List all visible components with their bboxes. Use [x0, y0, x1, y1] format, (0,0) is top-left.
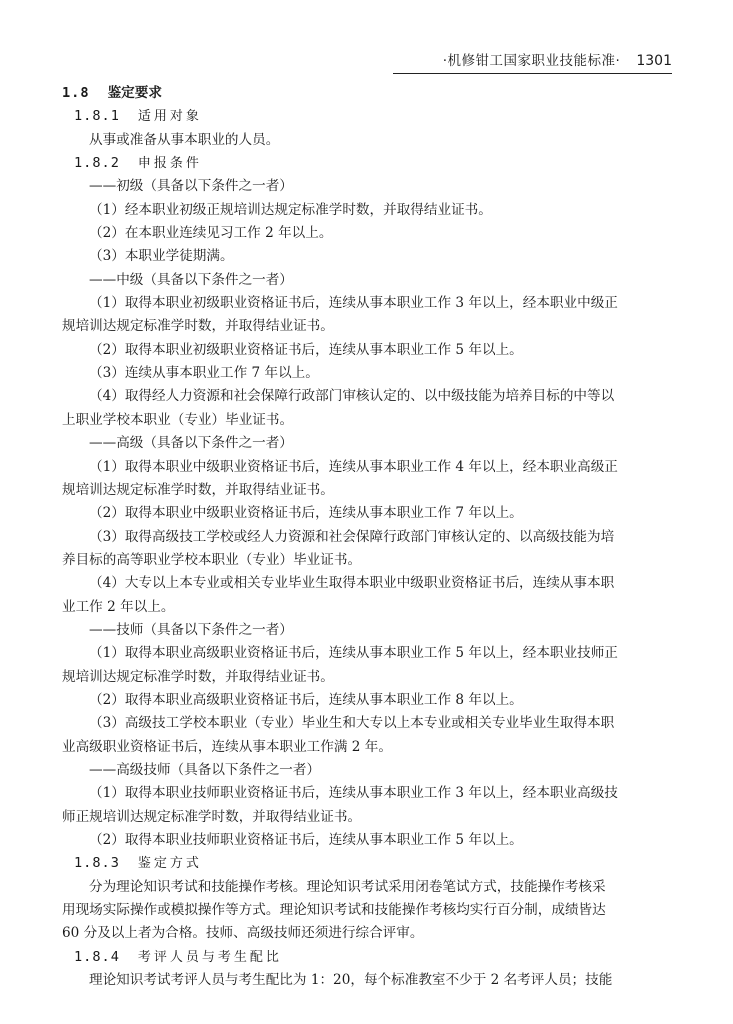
subsection-number: 1.8.1: [74, 108, 120, 125]
list-item: （4）大专以上本专业或相关专业毕业生取得本职业中级职业资格证书后，连续从事本职: [89, 575, 615, 592]
list-item: （1）取得本职业高级职业资格证书后，连续从事本职业工作 5 年以上，经本职业技师正: [89, 645, 618, 662]
list-item: （1）经本职业初级正规培训达规定标准学时数，并取得结业证书。: [89, 201, 492, 218]
subsection-heading-1-8-3: [62, 852, 676, 875]
list-item-continuation: 规培训达规定标准学时数，并取得结业证书。: [62, 668, 334, 685]
list-item: （4）取得经人力资源和社会保障行政部门审核认定的、以中级技能为培养目标的中等以: [89, 388, 615, 405]
list-item-continuation: 养目标的高等职业学校本职业（专业）毕业证书。: [62, 551, 362, 568]
subsection-title: 适用对象: [137, 109, 202, 125]
subsection-title: 申报条件: [137, 156, 202, 172]
subsection-number: 1.8.4: [74, 948, 120, 965]
list-item: （2）取得本职业技师职业资格证书后，连续从事本职业工作 5 年以上。: [89, 832, 523, 848]
paragraph-line: 用现场实际操作或模拟操作等方式。理论知识考试和技能操作考核均实行百分制，成绩皆达: [62, 902, 606, 919]
paragraph-line: 60 分及以上者为合格。技师、高级技师还须进行综合评审。: [62, 925, 424, 942]
running-header: [60, 51, 672, 73]
list-item: （1）取得本职业初级职业资格证书后，连续从事本职业工作 3 年以上，经本职业中级正: [89, 295, 618, 312]
list-item-continuation: 业工作 2 年以上。: [62, 598, 175, 615]
subsection-heading-1-8-2: [62, 152, 676, 175]
level-heading-senior: ——高级（具备以下条件之一者）: [89, 435, 293, 452]
list-item: （3）连续从事本职业工作 7 年以上。: [89, 365, 319, 382]
list-item: （2）在本职业连续见习工作 2 年以上。: [89, 225, 333, 242]
subsection-number: 1.8.3: [74, 855, 120, 872]
list-item-continuation: 上职业学校本职业（专业）毕业证书。: [62, 411, 294, 428]
paragraph-line: 理论知识考试考评人员与考生配比为 1：20，每个标准教室不少于 2 名考评人员；技能: [89, 972, 613, 989]
list-item: （3）本职业学徒期满。: [89, 248, 234, 265]
section-number: 1.8: [62, 85, 90, 101]
subsection-title: 考评人员与考生配比: [137, 949, 282, 965]
list-item: （2）取得本职业高级职业资格证书后，连续从事本职业工作 8 年以上。: [89, 691, 523, 708]
level-heading-senior-technician: ——高级技师（具备以下条件之一者）: [89, 761, 321, 778]
list-item-continuation: 师正规培训达规定标准学时数，并取得结业证书。: [62, 808, 362, 825]
body-content: [62, 82, 676, 992]
paragraph-line: 分为理论知识考试和技能操作考核。理论知识考试采用闭卷笔试方式，技能操作考核采: [89, 878, 606, 895]
header-title: ·机修钳工国家职业技能标准·: [442, 53, 621, 69]
subsection-number: 1.8.2: [74, 155, 120, 172]
page-number: 1301: [636, 53, 672, 69]
list-item-continuation: 规培训达规定标准学时数，并取得结业证书。: [62, 481, 334, 498]
subsection-heading-1-8-4: [62, 946, 676, 969]
list-item-continuation: 规培训达规定标准学时数，并取得结业证书。: [62, 318, 334, 335]
section-title: 鉴定要求: [107, 85, 162, 101]
section-heading: [62, 82, 676, 105]
list-item: （3）取得高级技工学校或经人力资源和社会保障行政部门审核认定的、以高级技能为培: [89, 528, 615, 545]
list-item: （2）取得本职业中级职业资格证书后，连续从事本职业工作 7 年以上。: [89, 505, 523, 522]
subsection-heading-1-8-1: [62, 105, 676, 128]
list-item-continuation: 业高级职业资格证书后，连续从事本职业工作满 2 年。: [62, 738, 392, 755]
paragraph-line: 从事或准备从事本职业的人员。: [89, 131, 280, 148]
level-heading-technician: ——技师（具备以下条件之一者）: [89, 621, 293, 638]
list-item: （2）取得本职业初级职业资格证书后，连续从事本职业工作 5 年以上。: [89, 341, 523, 358]
level-heading-intermediate: ——中级（具备以下条件之一者）: [89, 271, 293, 288]
list-item: （1）取得本职业中级职业资格证书后，连续从事本职业工作 4 年以上，经本职业高级正: [89, 458, 618, 475]
list-item: （1）取得本职业技师职业资格证书后，连续从事本职业工作 3 年以上，经本职业高级技: [89, 785, 618, 802]
header-rule: [393, 73, 672, 74]
list-item: （3）高级技工学校本职业（专业）毕业生和大专以上本专业或相关专业毕业生取得本职: [89, 715, 615, 732]
subsection-title: 鉴定方式: [137, 856, 202, 872]
level-heading-junior: ——初级（具备以下条件之一者）: [89, 178, 293, 195]
